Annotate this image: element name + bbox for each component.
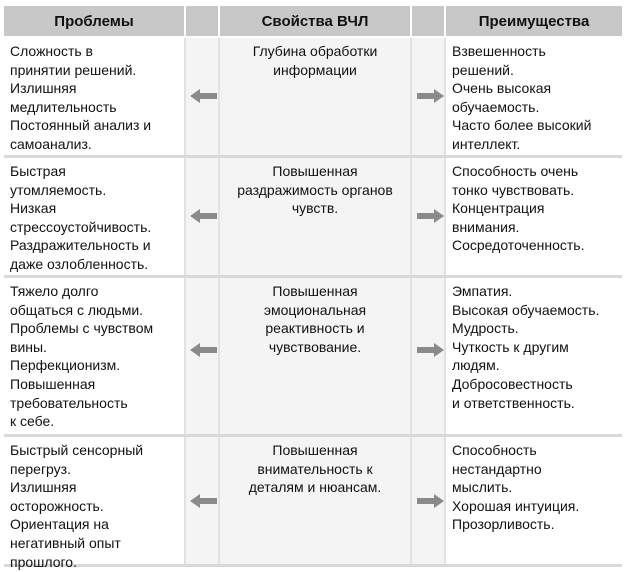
arrow-left-icon (190, 208, 218, 224)
advantage-line: и ответственность. (452, 394, 575, 411)
property-line: чувствование. (268, 338, 362, 355)
problem-line: Излишняя (10, 80, 77, 97)
table-row (4, 38, 622, 158)
header-spacer-right (410, 6, 446, 36)
problem-line: требовательность (10, 394, 128, 411)
left-arrow-cell (184, 158, 220, 275)
property-cell (220, 278, 410, 434)
problems-cell (4, 437, 184, 570)
problem-line: Быстрый сенсорный (10, 442, 144, 458)
problem-line: принятии решений. (10, 61, 137, 78)
table-header (4, 6, 622, 36)
advantage-line: Очень высокая (452, 80, 552, 97)
header-advantages: Преимущества (446, 6, 622, 36)
arrow-right-icon (416, 342, 444, 358)
arrow-right-icon (416, 493, 444, 509)
advantage-line: Добросовестность (452, 375, 573, 392)
header-spacer-left (184, 6, 220, 36)
advantage-line: Хорошая интуиция. (452, 497, 580, 514)
advantages-cell (446, 38, 622, 155)
advantages-cell (446, 278, 622, 434)
problem-line: общаться с людьми. (10, 301, 144, 318)
arrow-right-icon (416, 88, 444, 104)
property-cell (220, 437, 410, 564)
problem-line: Излишняя (10, 479, 77, 496)
arrow-right-icon (416, 208, 444, 224)
property-line: реактивность и (265, 320, 365, 337)
table-body (4, 38, 622, 570)
left-arrow-cell (184, 278, 220, 434)
left-arrow-cell (184, 38, 220, 155)
arrow-left-icon (190, 493, 218, 509)
advantage-line: Мудрость. (452, 320, 519, 337)
problem-line: вины. (10, 338, 47, 355)
property-line: внимательность к (257, 460, 373, 477)
problem-line: Сложность в (10, 43, 93, 59)
problem-line: медлительность (10, 98, 117, 115)
problem-line: стрессоустойчивость. (10, 218, 152, 235)
property-line: Повышенная (272, 283, 358, 299)
property-cell (220, 38, 410, 155)
advantage-line: Высокая обучаемость. (452, 301, 600, 318)
advantage-line: нестандартно (452, 460, 542, 477)
advantages-cell (446, 437, 622, 564)
problem-line: негативный опыт (10, 534, 121, 551)
advantages-cell (446, 158, 622, 275)
table-row (4, 278, 622, 437)
problem-line: перегруз. (10, 460, 71, 477)
advantage-line: Часто более высокий (452, 117, 592, 134)
table-row (4, 158, 622, 278)
property-line: Повышенная (272, 163, 358, 179)
arrow-left-icon (190, 342, 218, 358)
problem-line: утомляемость. (10, 181, 107, 198)
problem-line: Тяжело долго (10, 283, 99, 299)
problem-line: самоанализ. (10, 135, 92, 152)
advantage-line: Сосредоточенность. (452, 237, 585, 254)
right-arrow-cell (410, 437, 446, 564)
problem-line: прошлого. (10, 553, 77, 570)
advantage-line: Способность очень (452, 163, 579, 179)
property-line: деталям и нюансам. (248, 479, 382, 496)
right-arrow-cell (410, 158, 446, 275)
problems-cell (4, 278, 184, 434)
arrow-left-icon (190, 88, 218, 104)
problem-line: осторожность. (10, 497, 104, 514)
problem-line: Проблемы с чувством (10, 320, 154, 337)
left-arrow-cell (184, 437, 220, 564)
advantage-line: решений. (452, 61, 514, 78)
property-line: Глубина обработки (252, 43, 378, 59)
advantage-line: обучаемость. (452, 98, 540, 115)
problem-line: Повышенная (10, 375, 96, 392)
problem-line: Ориентация на (10, 516, 109, 533)
problem-line: к себе. (10, 413, 55, 430)
property-cell (220, 158, 410, 275)
advantage-line: мыслить. (452, 479, 513, 496)
advantage-line: Взвешенность (452, 43, 546, 59)
property-line: эмоциональная (263, 301, 367, 318)
advantage-line: Чуткость к другим (452, 338, 569, 355)
right-arrow-cell (410, 278, 446, 434)
property-line: информации (273, 61, 357, 78)
advantage-line: Способность (452, 442, 537, 458)
advantage-line: Эмпатия. (452, 283, 513, 299)
header-problems: Проблемы (4, 6, 184, 36)
problem-line: Раздражительность и (10, 237, 151, 254)
advantage-line: Прозорливость. (452, 516, 555, 533)
problem-line: Быстрая (10, 163, 66, 179)
advantage-line: Концентрация (452, 200, 545, 217)
table-row (4, 437, 622, 570)
right-arrow-cell (410, 38, 446, 155)
property-line: Повышенная (272, 442, 358, 458)
advantage-line: тонко чувствовать. (452, 181, 575, 198)
problem-line: Постоянный анализ и (10, 117, 152, 134)
problem-line: Низкая (10, 200, 57, 217)
advantage-line: людям. (452, 357, 500, 374)
problems-cell (4, 158, 184, 275)
property-line: раздражимость органов (237, 181, 393, 198)
advantage-line: интеллект. (452, 135, 521, 152)
problem-line: Перфекционизм. (10, 357, 121, 374)
problem-line: даже озлобленность. (10, 255, 149, 272)
problems-cell (4, 38, 184, 155)
advantage-line: внимания. (452, 218, 520, 235)
property-line: чувств. (291, 200, 339, 217)
header-properties: Свойства ВЧЛ (220, 6, 410, 36)
